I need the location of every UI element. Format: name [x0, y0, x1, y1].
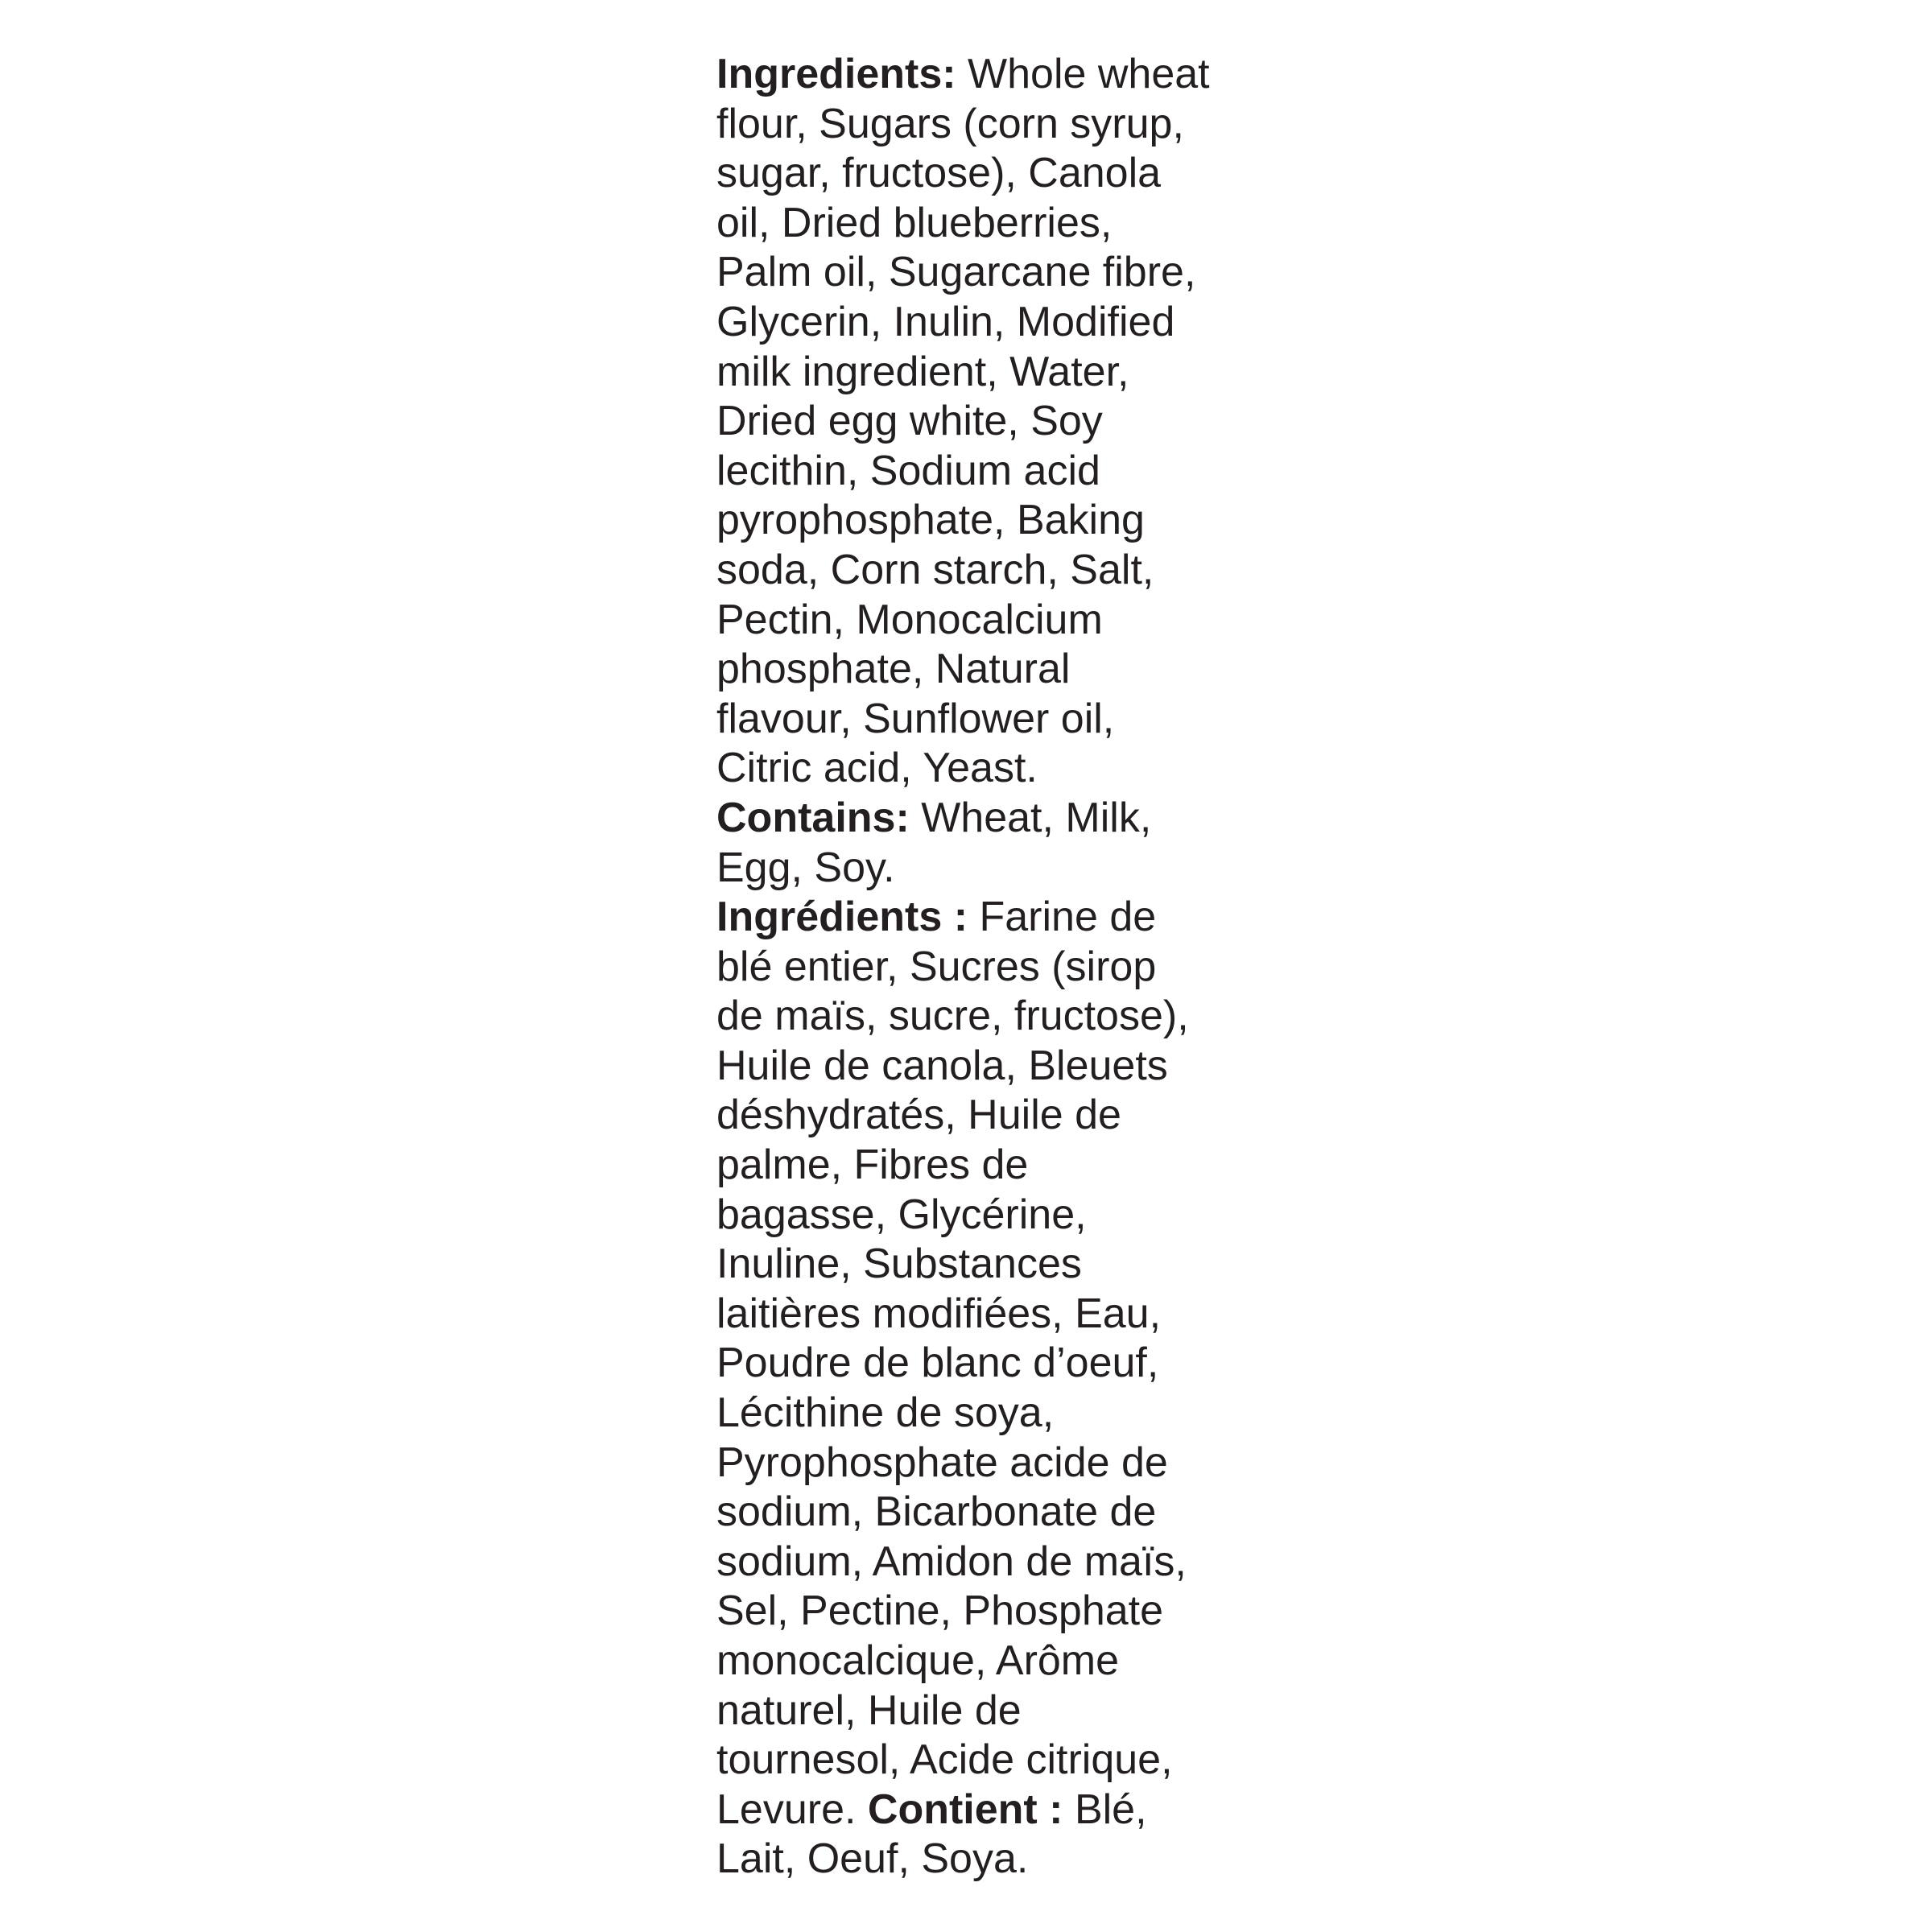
- label-line: Citric acid, Yeast.: [716, 745, 1038, 792]
- label-line: Inuline, Substances: [716, 1241, 1082, 1288]
- label-text: Farine de: [968, 894, 1157, 941]
- label-line: oil, Dried blueberries,: [716, 199, 1113, 246]
- label-line: pyrophosphate, Baking: [716, 497, 1145, 544]
- label-line: Pectin, Monocalcium: [716, 596, 1103, 643]
- label-line: soda, Corn starch, Salt,: [716, 546, 1154, 593]
- label-line: de maïs, sucre, fructose),: [716, 993, 1189, 1040]
- english-contains-heading: Contains:: [716, 794, 910, 841]
- label-line: Palm oil, Sugarcane fibre,: [716, 249, 1196, 296]
- label-line: [716, 794, 1280, 844]
- label-text: Whole wheat: [956, 51, 1210, 97]
- label-line: Lécithine de soya,: [716, 1389, 1055, 1437]
- french-ingredients-heading: Ingrédients :: [716, 894, 968, 941]
- label-line: Dried egg white, Soy: [716, 398, 1103, 445]
- label-line: Poudre de blanc d’oeuf,: [716, 1340, 1159, 1387]
- label-line: Egg, Soy.: [716, 844, 895, 891]
- label-text: Wheat, Milk,: [909, 794, 1152, 841]
- label-line: monocalcique, Arôme: [716, 1637, 1120, 1684]
- label-line: sodium, Amidon de maïs,: [716, 1538, 1187, 1585]
- label-line: Glycerin, Inulin, Modified: [716, 298, 1175, 345]
- label-line: bagasse, Glycérine,: [716, 1191, 1087, 1238]
- label-line: flavour, Sunflower oil,: [716, 695, 1115, 742]
- label-line: Pyrophosphate acide de: [716, 1439, 1168, 1486]
- label-line: milk ingredient, Water,: [716, 348, 1129, 395]
- label-line: sugar, fructose), Canola: [716, 150, 1162, 197]
- label-line: [716, 893, 1280, 943]
- label-line: naturel, Huile de: [716, 1686, 1022, 1734]
- label-text: Blé,: [1063, 1785, 1147, 1833]
- french-contains-heading: Contient :: [867, 1785, 1063, 1833]
- label-line: Sel, Pectine, Phosphate: [716, 1587, 1164, 1635]
- label-line: déshydratés, Huile de: [716, 1092, 1121, 1139]
- label-line: Huile de canola, Bleuets: [716, 1042, 1168, 1089]
- label-line: sodium, Bicarbonate de: [716, 1488, 1157, 1536]
- label-line: phosphate, Natural: [716, 646, 1071, 693]
- label-line: Lait, Oeuf, Soya.: [716, 1835, 1029, 1883]
- label-line: tournesol, Acide citrique,: [716, 1736, 1173, 1784]
- label-line: lecithin, Sodium acid: [716, 447, 1100, 494]
- label-line: [716, 50, 1280, 100]
- ingredients-label: [716, 50, 1280, 1885]
- label-line: [716, 1785, 1280, 1835]
- label-text: Levure.: [716, 1785, 868, 1833]
- label-line: flour, Sugars (corn syrup,: [716, 100, 1184, 147]
- label-line: blé entier, Sucres (sirop: [716, 943, 1157, 990]
- label-line: laitières modifiées, Eau,: [716, 1290, 1162, 1337]
- label-line: palme, Fibres de: [716, 1141, 1029, 1189]
- english-ingredients-heading: Ingredients:: [716, 51, 956, 97]
